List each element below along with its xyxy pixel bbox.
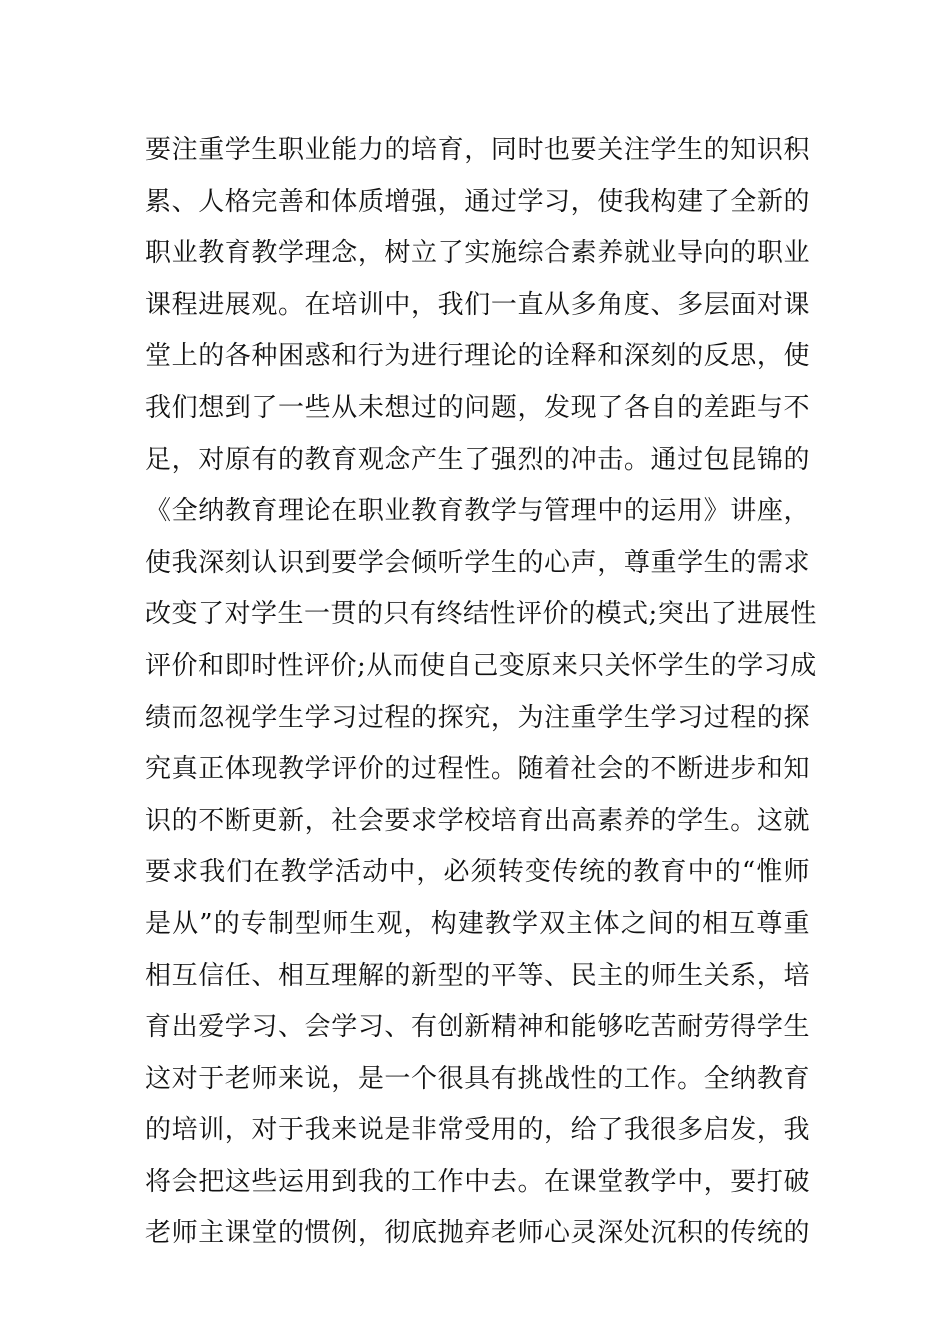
text-line-13: 究真正体现教学评价的过程性。随着社会的不断进步和知 [145, 754, 810, 785]
body-text [145, 125, 817, 1260]
text-line-4: 课程进展观。在培训中，我们一直从多角度、多层面对课 [145, 289, 810, 320]
text-line-18: 育出爱学习、会学习、有创新精神和能够吃苦耐劳得学生 [145, 1012, 810, 1043]
text-line-10: 改变了对学生一贯的只有终结性评价的模式;突出了进展性 [145, 599, 817, 630]
text-line-22: 老师主课堂的惯例，彻底抛弃老师心灵深处沉积的传统的 [145, 1218, 810, 1249]
text-line-14: 识的不断更新，社会要求学校培育出高素养的学生。这就 [145, 805, 810, 836]
text-line-3: 职业教育教学理念，树立了实施综合素养就业导向的职业 [145, 238, 810, 269]
text-line-11: 评价和即时性评价;从而使自己变原来只关怀学生的学习成 [145, 650, 817, 681]
text-line-9: 使我深刻认识到要学会倾听学生的心声，尊重学生的需求 [145, 547, 810, 578]
text-line-12: 绩而忽视学生学习过程的探究，为注重学生学习过程的探 [145, 702, 810, 733]
text-line-15: 要求我们在教学活动中，必须转变传统的教育中的“惟师 [145, 857, 810, 888]
text-line-16: 是从”的专制型师生观，构建教学双主体之间的相互尊重 [145, 908, 810, 939]
text-line-21: 将会把这些运用到我的工作中去。在课堂教学中，要打破 [145, 1166, 810, 1197]
text-line-1: 要注重学生职业能力的培育，同时也要关注学生的知识积 [145, 135, 810, 165]
text-line-7: 足，对原有的教育观念产生了强烈的冲击。通过包昆锦的 [145, 444, 810, 475]
text-line-20: 的培训，对于我来说是非常受用的，给了我很多启发，我 [145, 1115, 810, 1146]
text-line-19: 这对于老师来说，是一个很具有挑战性的工作。全纳教育 [145, 1063, 810, 1094]
text-line-6: 我们想到了一些从未想过的问题，发现了各自的差距与不 [145, 392, 810, 423]
text-line-5: 堂上的各种困惑和行为进行理论的诠释和深刻的反思，使 [145, 341, 810, 372]
text-line-17: 相互信任、相互理解的新型的平等、民主的师生关系，培 [145, 960, 810, 991]
text-line-2: 累、人格完善和体质增强，通过学习，使我构建了全新的 [145, 186, 810, 217]
text-line-8: 《全纳教育理论在职业教育教学与管理中的运用》讲座， [145, 496, 810, 527]
